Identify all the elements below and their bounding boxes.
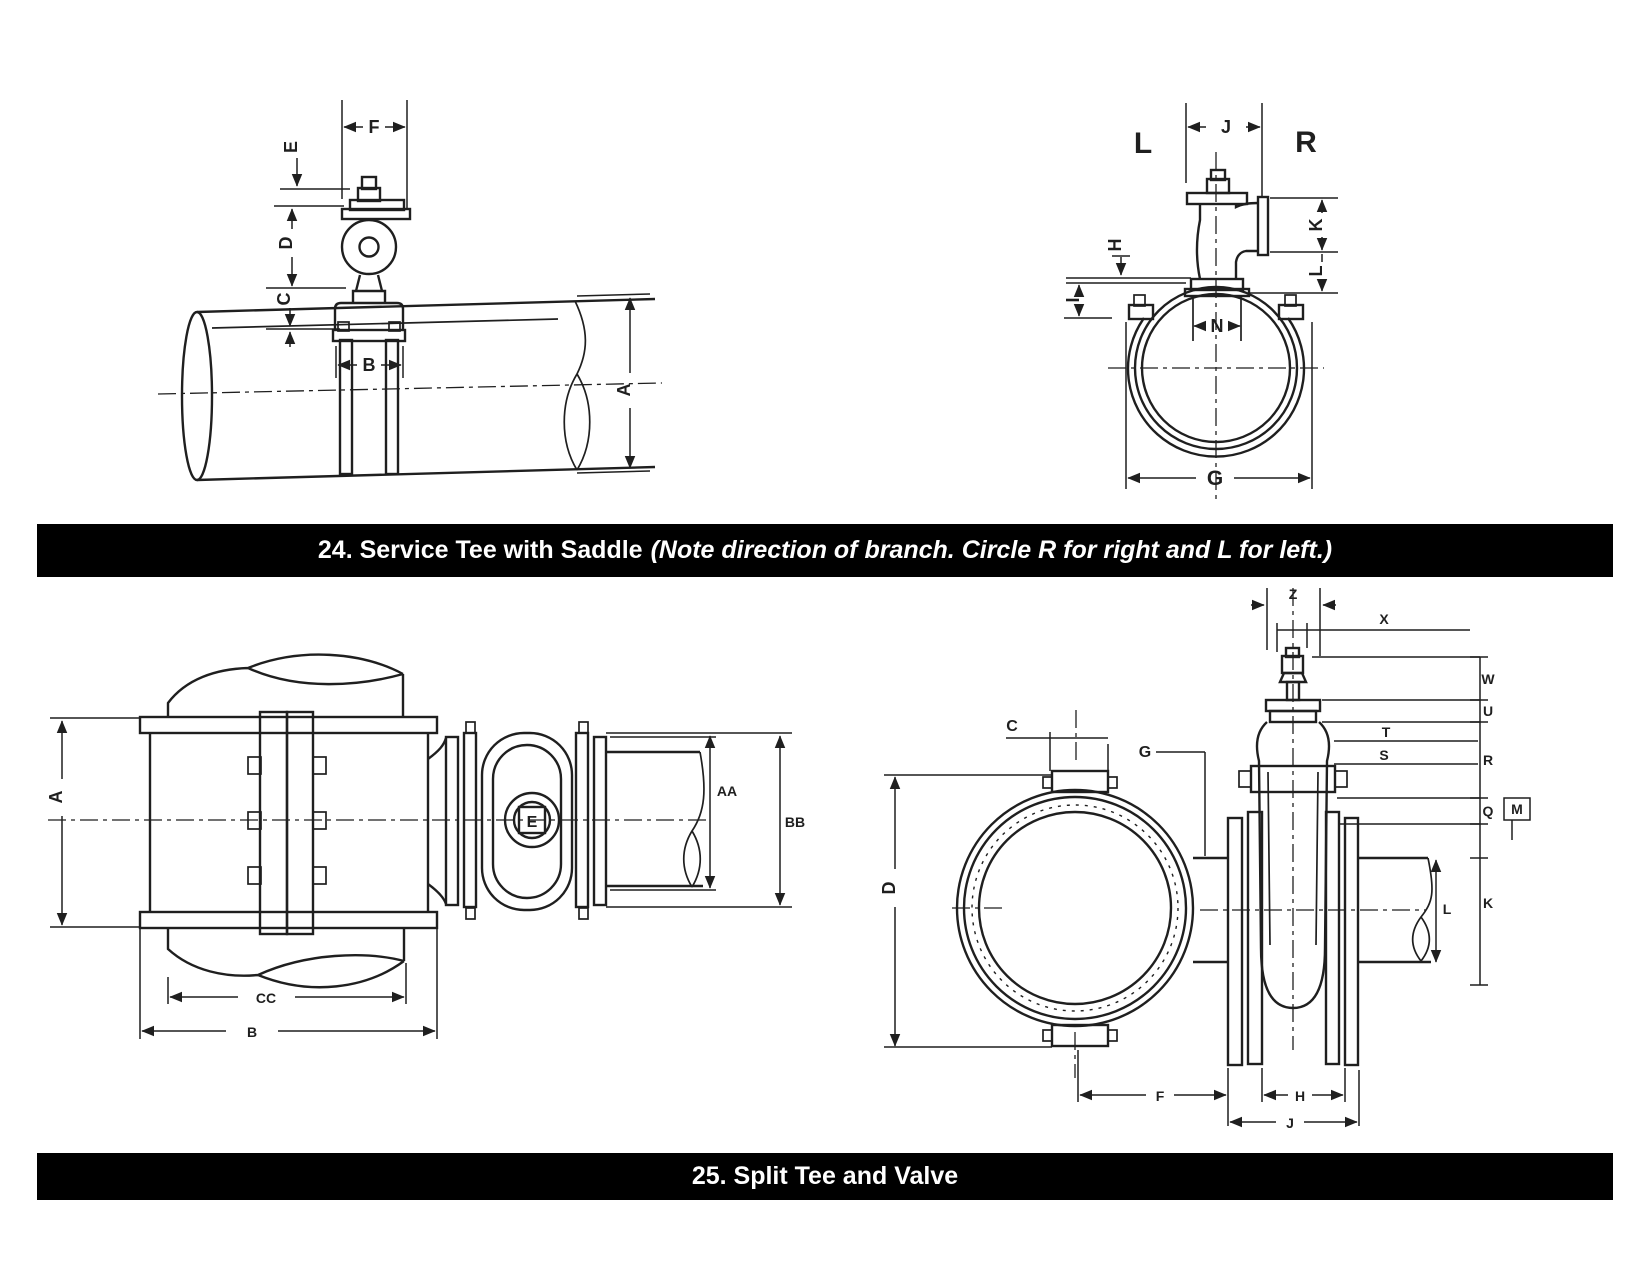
dim-label-g: G <box>1138 744 1152 761</box>
caption-25-title: 25. Split Tee and Valve <box>691 1162 959 1190</box>
dim-label-b: B <box>246 1024 258 1040</box>
main-pipe-drawing <box>158 299 662 480</box>
dim-label-k: K <box>1306 218 1326 232</box>
caption-banner-25 <box>37 1153 1613 1200</box>
fig24-side-dimensions <box>266 100 650 473</box>
dim-label-m: M <box>1511 801 1523 817</box>
fig25-plan-dimensions <box>46 718 805 1040</box>
dim-label-e: E <box>281 140 301 154</box>
caption-24-note: (Note direction of branch. Circle R for right and L for left.) <box>650 536 1333 564</box>
figure-24-side-view <box>140 80 720 510</box>
dim-label-x: X <box>1379 611 1389 627</box>
dim-label-j: J <box>1286 1115 1294 1131</box>
dim-label-f: F <box>368 117 380 137</box>
dim-label-b: B <box>362 355 376 375</box>
dim-label-h: H <box>1294 1088 1306 1104</box>
corporation-valve-drawing <box>1185 170 1268 341</box>
figure-25-end-view <box>870 585 1540 1135</box>
figure-24-end-view <box>1050 85 1360 510</box>
dim-label-q: Q <box>1482 803 1494 819</box>
dim-label-aa: AA <box>716 783 738 799</box>
dim-label-d: D <box>879 881 899 895</box>
caption-banner-24 <box>37 524 1613 577</box>
dim-label-z: Z <box>1288 586 1298 602</box>
dim-label-f: F <box>1155 1088 1165 1104</box>
dim-label-bb: BB <box>784 814 806 830</box>
dim-label-h: H <box>1105 238 1125 252</box>
dim-label-a: A <box>614 383 634 397</box>
split-tee-sleeve-drawing <box>140 655 437 988</box>
dim-label-w: W <box>1481 671 1495 687</box>
gate-valve-elevation-drawing <box>1193 588 1432 1065</box>
dim-label-g: G <box>1206 467 1224 490</box>
dim-label-u: U <box>1482 703 1494 719</box>
service-tee-saddle-drawing <box>333 177 410 474</box>
dim-label-a: A <box>46 790 66 804</box>
dim-label-cc: CC <box>255 990 277 1006</box>
dim-label-s: S <box>1379 747 1389 763</box>
split-tee-cross-section-drawing <box>952 710 1193 1078</box>
caption-24-title: 24. Service Tee with Saddle <box>317 536 643 564</box>
dim-label-k: K <box>1482 895 1494 911</box>
dim-label-r: R <box>1482 752 1494 768</box>
dim-label-j: J <box>1220 117 1232 137</box>
branch-left-marker: L <box>1133 127 1153 160</box>
dim-label-d: D <box>276 236 296 250</box>
dim-label-l: L <box>1306 265 1326 277</box>
dim-label-n: N <box>1210 316 1224 336</box>
branch-right-marker: R <box>1295 126 1317 159</box>
operating-nut-label: E <box>526 814 538 831</box>
dim-label-t: T <box>1381 724 1391 740</box>
dim-label-i: I <box>1063 297 1083 303</box>
dim-label-l: L <box>1442 901 1452 917</box>
dim-label-c: C <box>1006 718 1018 735</box>
figure-25-plan-view <box>40 640 820 1050</box>
dim-label-c: C <box>274 292 294 306</box>
